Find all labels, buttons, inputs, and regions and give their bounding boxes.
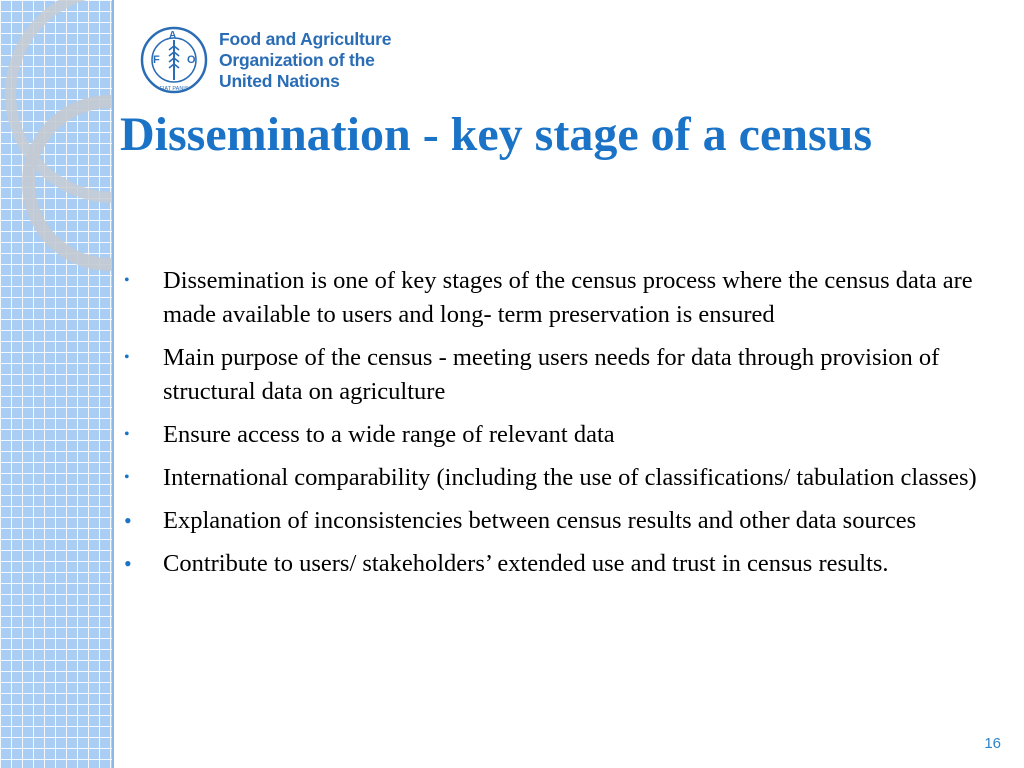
fao-logo	[140, 26, 391, 94]
fao-name-line-1: Food and Agriculture	[219, 28, 392, 49]
svg-text:FIAT PANIS: FIAT PANIS	[159, 86, 189, 92]
bullet-text: International comparability (including the use of classifications/ tabulation classes)	[163, 464, 977, 491]
list-item	[122, 264, 982, 332]
bullet-icon: •	[124, 426, 130, 443]
list-item	[122, 504, 982, 538]
slide-title: Dissemination - key stage of a census	[120, 108, 872, 161]
fao-emblem-icon	[140, 26, 208, 94]
list-item	[122, 341, 982, 409]
bullet-text: Main purpose of the census - meeting users needs for data through provision of structural data on agriculture	[163, 344, 940, 405]
bullet-text: Ensure access to a wide range of relevant data	[163, 421, 615, 448]
page-number: 16	[984, 735, 1001, 752]
bullet-icon: •	[124, 551, 132, 576]
svg-text:A: A	[169, 30, 177, 41]
sidebar-divider	[112, 0, 114, 768]
bullet-text: Explanation of inconsistencies between census results and other data sources	[163, 507, 917, 534]
list-item	[122, 461, 982, 495]
bullet-list	[122, 264, 982, 590]
list-item	[122, 418, 982, 452]
svg-text:O: O	[187, 54, 196, 66]
fao-name	[219, 29, 391, 92]
fao-name-line-2: Organization of the	[219, 49, 375, 70]
bullet-text: Contribute to users/ stakeholders’ extended use and trust in census results.	[163, 550, 889, 577]
bullet-icon: •	[124, 508, 132, 533]
fao-name-line-3: United Nations	[219, 70, 340, 91]
bullet-icon: •	[124, 349, 130, 366]
list-item	[122, 547, 982, 581]
svg-text:F: F	[153, 54, 160, 66]
bullet-icon: •	[124, 469, 130, 486]
bullet-icon: •	[124, 272, 130, 289]
bullet-text: Dissemination is one of key stages of the census process where the census data are made available to users and long- term preservation is ensured	[163, 267, 973, 328]
